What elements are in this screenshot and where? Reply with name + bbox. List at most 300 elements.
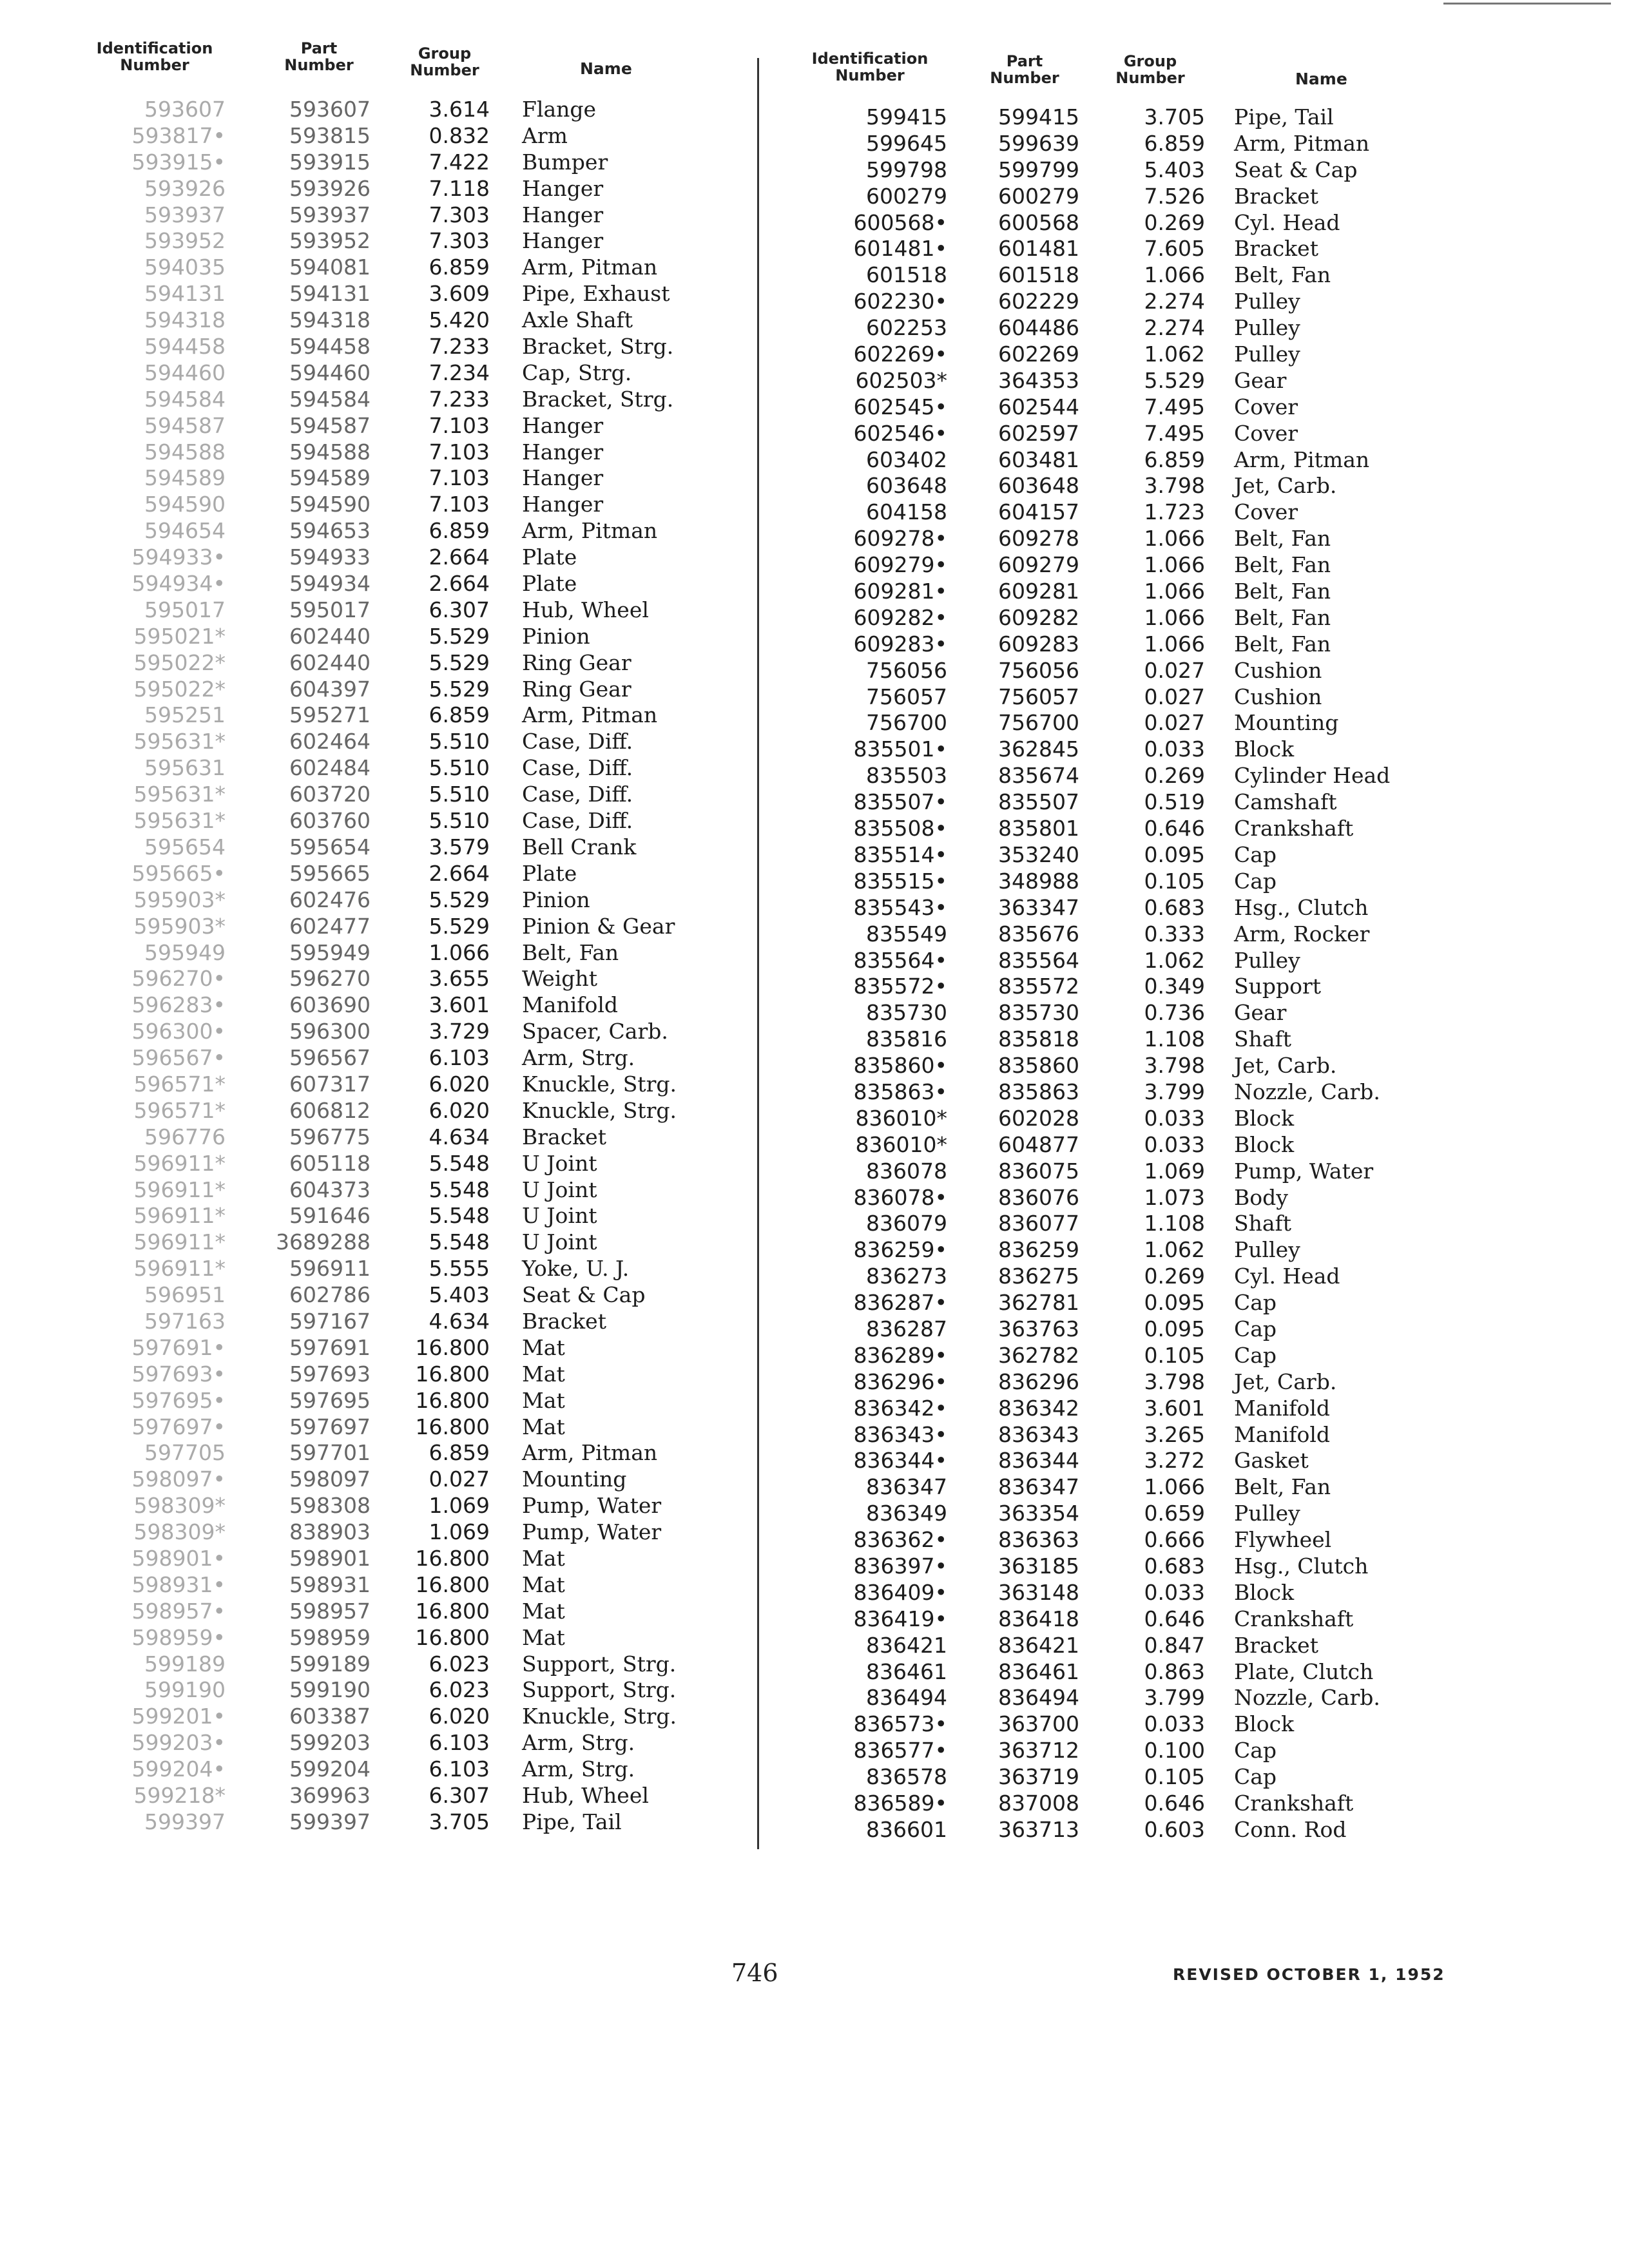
group-number-cell: 1.066	[1144, 604, 1205, 630]
table-row	[0, 992, 747, 1019]
part-number-cell: 363347	[998, 894, 1079, 920]
name-cell: Block	[1234, 1711, 1295, 1737]
name-cell: Axle Shaft	[522, 307, 633, 333]
table-row	[760, 1000, 1624, 1026]
identification-number-cell: 835572•	[853, 974, 947, 999]
identification-number-cell: 600279	[866, 183, 947, 209]
identification-number-cell: 835564•	[853, 947, 947, 973]
table-row	[0, 1045, 747, 1072]
table-row	[760, 1791, 1624, 1817]
group-number-cell: 6.307	[429, 597, 490, 622]
name-cell: Belt, Fan	[1234, 262, 1331, 288]
part-number-cell: 603690	[289, 992, 371, 1018]
group-number-cell: 5.403	[1144, 157, 1205, 182]
part-number-cell: 598308	[289, 1493, 371, 1519]
name-cell: Bracket	[522, 1308, 606, 1334]
identification-number-cell: 598957•	[131, 1598, 226, 1624]
table-row	[0, 281, 747, 307]
group-number-cell: 16.800	[415, 1334, 490, 1360]
table-row	[760, 1211, 1624, 1237]
identification-number-cell: 602253	[866, 315, 947, 341]
group-number-cell: 7.103	[429, 412, 490, 438]
part-number-cell: 836076	[998, 1184, 1079, 1210]
part-number-cell: 838903	[289, 1519, 371, 1545]
name-cell: Cap	[1234, 1316, 1277, 1341]
table-row	[760, 499, 1624, 526]
left-header-identification-number	[90, 40, 219, 73]
group-number-cell: 6.020	[429, 1704, 490, 1729]
name-cell: Arm, Pitman	[1234, 447, 1370, 472]
part-number-cell: 594934	[289, 571, 371, 597]
part-number-cell: 596300	[289, 1019, 371, 1044]
part-number-cell: 594653	[289, 518, 371, 544]
table-row	[760, 816, 1624, 842]
part-number-cell: 835507	[998, 789, 1079, 815]
group-number-cell: 5.510	[429, 808, 490, 834]
header-label: Group Number	[1115, 52, 1185, 87]
name-cell: Plate	[522, 860, 577, 886]
right-header-part-number	[976, 53, 1073, 86]
name-cell: Plate, Clutch	[1234, 1658, 1374, 1684]
identification-number-cell: 836342•	[853, 1395, 947, 1421]
table-row	[0, 1599, 747, 1625]
name-cell: Hsg., Clutch	[1234, 894, 1369, 920]
part-number-cell: 836347	[998, 1474, 1079, 1500]
group-number-cell: 2.664	[429, 860, 490, 886]
part-number-cell: 369963	[289, 1783, 371, 1808]
identification-number-cell: 836344•	[853, 1448, 947, 1474]
identification-number-cell: 836010*	[855, 1105, 947, 1131]
identification-number-cell: 596571*	[133, 1071, 226, 1097]
name-cell: Bracket	[1234, 183, 1318, 209]
group-number-cell: 4.634	[429, 1124, 490, 1149]
group-number-cell: 4.634	[429, 1308, 490, 1334]
name-cell: Knuckle, Strg.	[522, 1704, 677, 1729]
part-number-cell: 599189	[289, 1651, 371, 1677]
part-number-cell: 595271	[289, 702, 371, 728]
left-parts-table	[0, 97, 747, 1836]
name-cell: Case, Diff.	[522, 729, 633, 754]
group-number-cell: 7.495	[1144, 420, 1205, 446]
name-cell: Camshaft	[1234, 789, 1337, 815]
group-number-cell: 6.103	[429, 1730, 490, 1756]
table-row	[760, 341, 1624, 368]
name-cell: Mat	[522, 1334, 565, 1360]
group-number-cell: 1.723	[1144, 499, 1205, 525]
table-row	[760, 157, 1624, 184]
part-number-cell: 3689288	[276, 1229, 371, 1255]
identification-number-cell: 602503*	[855, 367, 947, 393]
group-number-cell: 0.333	[1144, 921, 1205, 947]
identification-number-cell: 836578	[866, 1764, 947, 1790]
part-number-cell: 604486	[998, 315, 1079, 341]
identification-number-cell: 601481•	[853, 236, 947, 262]
part-number-cell: 593915	[289, 149, 371, 175]
group-number-cell: 7.233	[429, 334, 490, 360]
table-row	[760, 684, 1624, 711]
table-row	[0, 97, 747, 123]
identification-number-cell: 596567•	[131, 1045, 226, 1071]
part-number-cell: 594590	[289, 492, 371, 517]
part-number-cell: 835818	[998, 1026, 1079, 1052]
group-number-cell: 16.800	[415, 1545, 490, 1571]
identification-number-cell: 597695•	[131, 1387, 226, 1413]
table-row	[0, 1651, 747, 1678]
table-row	[0, 1282, 747, 1309]
group-number-cell: 1.062	[1144, 947, 1205, 973]
part-number-cell: 596567	[289, 1045, 371, 1071]
identification-number-cell: 597697•	[131, 1414, 226, 1439]
part-number-cell: 603387	[289, 1704, 371, 1729]
group-number-cell: 1.062	[1144, 1237, 1205, 1263]
identification-number-cell: 599203•	[131, 1730, 226, 1756]
identification-number-cell: 836409•	[853, 1579, 947, 1605]
table-row	[760, 1553, 1624, 1580]
identification-number-cell: 596951	[144, 1282, 226, 1308]
name-cell: Arm	[522, 122, 568, 148]
part-number-cell: 602544	[998, 394, 1079, 419]
part-number-cell: 836461	[998, 1658, 1079, 1684]
table-row	[760, 1316, 1624, 1343]
part-number-cell: 597691	[289, 1334, 371, 1360]
table-row	[760, 921, 1624, 948]
part-number-cell: 348988	[998, 868, 1079, 894]
part-number-cell: 602597	[998, 420, 1079, 446]
name-cell: Knuckle, Strg.	[522, 1071, 677, 1097]
name-cell: Yoke, U. J.	[522, 1256, 630, 1282]
identification-number-cell: 836343•	[853, 1421, 947, 1447]
table-row	[760, 1264, 1624, 1290]
table-row	[0, 1440, 747, 1466]
part-number-cell: 353240	[998, 841, 1079, 867]
group-number-cell: 6.859	[1144, 130, 1205, 156]
identification-number-cell: 593926	[144, 175, 226, 201]
identification-number-cell: 836296•	[853, 1369, 947, 1394]
identification-number-cell: 835860•	[853, 1053, 947, 1079]
name-cell: Crankshaft	[1234, 816, 1354, 841]
part-number-cell: 593952	[289, 228, 371, 254]
group-number-cell: 7.303	[429, 202, 490, 227]
identification-number-cell: 836419•	[853, 1606, 947, 1631]
part-number-cell: 363763	[998, 1316, 1079, 1341]
table-row	[760, 1738, 1624, 1764]
group-number-cell: 0.519	[1144, 789, 1205, 815]
name-cell: Pulley	[1234, 315, 1300, 341]
group-number-cell: 0.847	[1144, 1632, 1205, 1658]
part-number-cell: 836275	[998, 1264, 1079, 1289]
group-number-cell: 0.683	[1144, 1553, 1205, 1579]
group-number-cell: 5.529	[429, 676, 490, 702]
group-number-cell: 6.859	[429, 518, 490, 544]
group-number-cell: 3.799	[1144, 1079, 1205, 1104]
table-row	[760, 473, 1624, 499]
part-number-cell: 609279	[998, 552, 1079, 578]
name-cell: Bracket	[522, 1124, 606, 1149]
table-row	[0, 1309, 747, 1335]
group-number-cell: 7.526	[1144, 183, 1205, 209]
part-number-cell: 599639	[998, 130, 1079, 156]
group-number-cell: 2.664	[429, 544, 490, 570]
identification-number-cell: 609281•	[853, 579, 947, 604]
table-row	[760, 289, 1624, 315]
part-number-cell: 602028	[998, 1105, 1079, 1131]
table-row	[760, 895, 1624, 921]
group-number-cell: 16.800	[415, 1624, 490, 1650]
name-cell: Mat	[522, 1414, 565, 1439]
identification-number-cell: 596911*	[133, 1177, 226, 1202]
name-cell: Belt, Fan	[522, 939, 619, 965]
table-row	[760, 1369, 1624, 1396]
identification-number-cell: 594588	[144, 439, 226, 465]
identification-number-cell: 835515•	[853, 868, 947, 894]
group-number-cell: 1.069	[429, 1493, 490, 1519]
table-row	[0, 834, 747, 861]
group-number-cell: 0.269	[1144, 1264, 1205, 1289]
table-row	[760, 552, 1624, 579]
name-cell: Pump, Water	[522, 1519, 662, 1545]
table-row	[0, 1019, 747, 1045]
right-header-identification-number	[799, 50, 941, 84]
table-row	[760, 974, 1624, 1000]
part-number-cell: 594588	[289, 439, 371, 465]
identification-number-cell: 598097•	[131, 1466, 226, 1492]
part-number-cell: 363712	[998, 1738, 1079, 1763]
part-number-cell: 756057	[998, 684, 1079, 709]
table-row	[760, 210, 1624, 236]
identification-number-cell: 599218*	[133, 1783, 226, 1808]
table-row	[0, 1730, 747, 1756]
name-cell: Mat	[522, 1545, 565, 1571]
group-number-cell: 6.020	[429, 1071, 490, 1097]
identification-number-cell: 836347	[866, 1474, 947, 1500]
group-number-cell: 6.103	[429, 1756, 490, 1782]
identification-number-cell: 595654	[144, 834, 226, 860]
group-number-cell: 6.859	[429, 1440, 490, 1466]
column-divider	[757, 58, 759, 1849]
group-number-cell: 0.027	[1144, 657, 1205, 683]
group-number-cell: 1.062	[1144, 341, 1205, 367]
name-cell: Arm, Pitman	[522, 255, 658, 280]
identification-number-cell: 594035	[144, 255, 226, 280]
part-number-cell: 593815	[289, 122, 371, 148]
table-row	[0, 149, 747, 176]
name-cell: Hanger	[522, 492, 604, 517]
group-number-cell: 6.103	[429, 1045, 490, 1071]
table-row	[760, 1422, 1624, 1448]
group-number-cell: 6.020	[429, 1097, 490, 1123]
name-cell: Block	[1234, 1131, 1295, 1157]
name-cell: Arm, Pitman	[522, 518, 658, 544]
table-row	[0, 624, 747, 650]
table-row	[0, 307, 747, 334]
part-number-cell: 598931	[289, 1571, 371, 1597]
identification-number-cell: 835543•	[853, 894, 947, 920]
table-row	[0, 702, 747, 729]
table-row	[760, 1158, 1624, 1185]
table-row	[0, 729, 747, 755]
part-number-cell: 594458	[289, 334, 371, 360]
name-cell: Plate	[522, 571, 577, 597]
part-number-cell: 604373	[289, 1177, 371, 1202]
name-cell: Mat	[522, 1387, 565, 1413]
table-row	[760, 1527, 1624, 1553]
name-cell: Pinion & Gear	[522, 913, 675, 939]
part-number-cell: 606812	[289, 1097, 371, 1123]
part-number-cell: 835801	[998, 816, 1079, 841]
part-number-cell: 593937	[289, 202, 371, 227]
table-row	[0, 1677, 747, 1704]
group-number-cell: 3.798	[1144, 1369, 1205, 1394]
part-number-cell: 600279	[998, 183, 1079, 209]
group-number-cell: 0.095	[1144, 1316, 1205, 1341]
name-cell: Jet, Carb.	[1234, 473, 1337, 499]
part-number-cell: 835730	[998, 1000, 1079, 1026]
group-number-cell: 3.705	[429, 1809, 490, 1834]
identification-number-cell: 609278•	[853, 526, 947, 552]
part-number-cell: 594587	[289, 412, 371, 438]
part-number-cell: 597697	[289, 1414, 371, 1439]
identification-number-cell: 594933•	[131, 544, 226, 570]
identification-number-cell: 597693•	[131, 1361, 226, 1387]
group-number-cell: 0.027	[1144, 684, 1205, 709]
table-row	[0, 1072, 747, 1098]
group-number-cell: 0.666	[1144, 1527, 1205, 1553]
group-number-cell: 5.510	[429, 782, 490, 807]
part-number-cell: 596270	[289, 966, 371, 992]
part-number-cell: 363148	[998, 1579, 1079, 1605]
identification-number-cell: 594318	[144, 307, 226, 333]
identification-number-cell: 593937	[144, 202, 226, 227]
group-number-cell: 1.066	[1144, 1474, 1205, 1500]
name-cell: Support, Strg.	[522, 1651, 677, 1677]
name-cell: Bracket, Strg.	[522, 334, 674, 360]
group-number-cell: 0.105	[1144, 868, 1205, 894]
part-number-cell: 835676	[998, 921, 1079, 947]
group-number-cell: 0.105	[1144, 1764, 1205, 1790]
table-row	[0, 123, 747, 149]
table-row	[760, 736, 1624, 763]
name-cell: Seat & Cap	[522, 1282, 646, 1308]
part-number-cell: 362782	[998, 1342, 1079, 1368]
name-cell: Hub, Wheel	[522, 597, 649, 622]
part-number-cell: 836363	[998, 1527, 1079, 1553]
identification-number-cell: 596270•	[131, 966, 226, 992]
part-number-cell: 836259	[998, 1237, 1079, 1263]
identification-number-cell: 835863•	[853, 1079, 947, 1104]
name-cell: Hanger	[522, 439, 604, 465]
table-row	[0, 755, 747, 782]
table-row	[0, 334, 747, 360]
part-number-cell: 604397	[289, 676, 371, 702]
part-number-cell: 836296	[998, 1369, 1079, 1394]
name-cell: Jet, Carb.	[1234, 1369, 1337, 1394]
name-cell: Cap	[1234, 868, 1277, 894]
group-number-cell: 0.349	[1144, 974, 1205, 999]
identification-number-cell: 594590	[144, 492, 226, 517]
name-cell: Pulley	[1234, 1237, 1300, 1263]
name-cell: Shaft	[1234, 1026, 1292, 1052]
part-number-cell: 594131	[289, 281, 371, 307]
group-number-cell: 0.033	[1144, 736, 1205, 762]
group-number-cell: 3.705	[1144, 104, 1205, 130]
group-number-cell: 7.422	[429, 149, 490, 175]
identification-number-cell: 836573•	[853, 1711, 947, 1737]
name-cell: Belt, Fan	[1234, 1474, 1331, 1500]
part-number-cell: 599415	[998, 104, 1079, 130]
table-row	[760, 1132, 1624, 1158]
part-number-cell: 594589	[289, 465, 371, 491]
group-number-cell: 0.033	[1144, 1711, 1205, 1737]
table-row	[0, 228, 747, 255]
name-cell: Manifold	[1234, 1421, 1331, 1447]
name-cell: Cushion	[1234, 657, 1322, 683]
right-parts-table	[760, 104, 1624, 1843]
identification-number-cell: 836078•	[853, 1184, 947, 1210]
name-cell: Cyl. Head	[1234, 209, 1340, 235]
table-row	[760, 789, 1624, 816]
part-number-cell: 603720	[289, 782, 371, 807]
part-number-cell: 602476	[289, 887, 371, 912]
identification-number-cell: 595631*	[133, 782, 226, 807]
identification-number-cell: 594587	[144, 412, 226, 438]
group-number-cell: 0.683	[1144, 894, 1205, 920]
name-cell: Cover	[1234, 499, 1298, 525]
group-number-cell: 3.609	[429, 281, 490, 307]
identification-number-cell: 601518	[866, 262, 947, 288]
part-number-cell: 604157	[998, 499, 1079, 525]
group-number-cell: 1.066	[1144, 526, 1205, 552]
name-cell: Hanger	[522, 412, 604, 438]
group-number-cell: 5.510	[429, 729, 490, 754]
group-number-cell: 0.269	[1144, 763, 1205, 789]
group-number-cell: 3.655	[429, 966, 490, 992]
table-row	[0, 650, 747, 677]
name-cell: Hanger	[522, 202, 604, 227]
part-number-cell: 364353	[998, 367, 1079, 393]
name-cell: Mat	[522, 1624, 565, 1650]
identification-number-cell: 595021*	[133, 623, 226, 649]
part-number-cell: 363713	[998, 1816, 1079, 1842]
table-row	[0, 1704, 747, 1730]
identification-number-cell: 599397	[144, 1809, 226, 1834]
name-cell: Cover	[1234, 420, 1298, 446]
table-row	[0, 1203, 747, 1229]
part-number-cell: 600568	[998, 209, 1079, 235]
identification-number-cell: 594589	[144, 465, 226, 491]
part-number-cell: 835572	[998, 974, 1079, 999]
identification-number-cell: 593915•	[131, 149, 226, 175]
group-number-cell: 0.832	[429, 122, 490, 148]
group-number-cell: 2.274	[1144, 315, 1205, 341]
table-row	[760, 104, 1624, 131]
part-number-cell: 594584	[289, 386, 371, 412]
identification-number-cell: 756056	[866, 657, 947, 683]
name-cell: Hanger	[522, 175, 604, 201]
group-number-cell: 5.403	[429, 1282, 490, 1308]
part-number-cell: 603481	[998, 447, 1079, 472]
identification-number-cell: 836078	[866, 1158, 947, 1184]
identification-number-cell: 595022*	[133, 676, 226, 702]
name-cell: Block	[1234, 736, 1295, 762]
group-number-cell: 5.548	[429, 1203, 490, 1229]
identification-number-cell: 600568•	[853, 209, 947, 235]
identification-number-cell: 593952	[144, 228, 226, 254]
name-cell: U Joint	[522, 1177, 597, 1202]
part-number-cell: 605118	[289, 1150, 371, 1176]
identification-number-cell: 594460	[144, 360, 226, 385]
table-row	[0, 782, 747, 808]
table-row	[0, 861, 747, 887]
